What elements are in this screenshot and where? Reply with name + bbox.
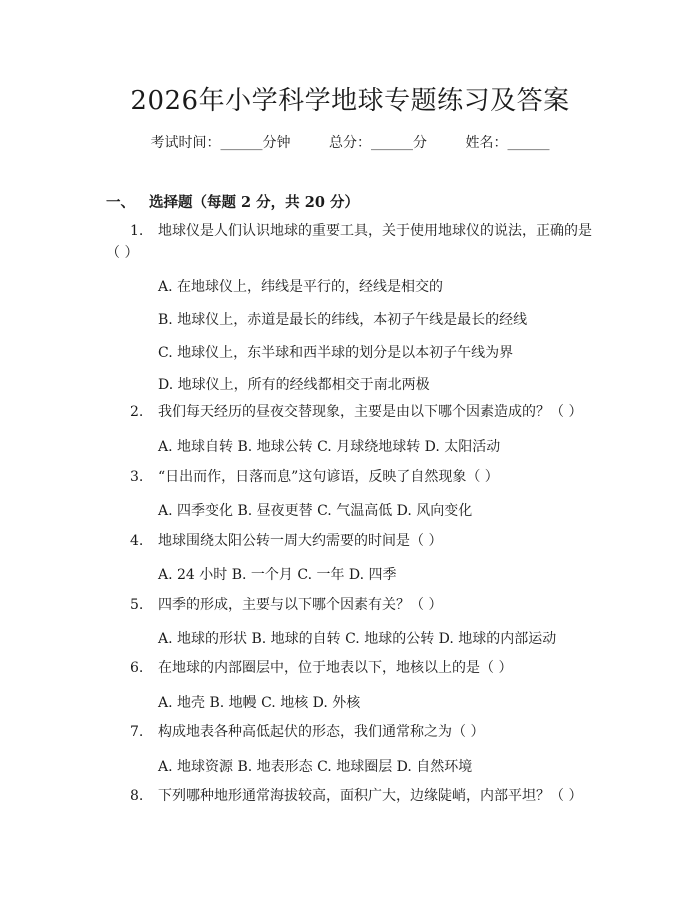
option-b: B. 地球仪上，赤道是最长的纬线，本初子午线是最长的经线: [158, 312, 528, 328]
option-d: D. 地球仪上，所有的经线都相交于南北两极: [158, 377, 430, 393]
question-2: [130, 401, 582, 423]
exam-time: 考试时间：______分钟: [150, 135, 291, 151]
question-5: [130, 594, 442, 616]
question-8: [130, 785, 582, 807]
options-line: A. 四季变化 B. 昼夜更替 C. 气温高低 D. 风向变化: [158, 503, 473, 519]
question-number: 2.: [130, 404, 144, 420]
question-text: 在地球的内部圈层中，位于地表以下，地核以上的是（ ）: [158, 660, 513, 676]
option-a: A. 在地球仪上，纬线是平行的，经线是相交的: [158, 279, 444, 295]
question-3: [130, 466, 499, 488]
question-number: 4.: [130, 533, 144, 549]
option-c: C. 地球仪上，东半球和西半球的划分是以本初子午线为界: [158, 345, 514, 361]
question-text: 我们每天经历的昼夜交替现象，主要是由以下哪个因素造成的？（ ）: [158, 404, 583, 420]
options-line: A. 地球的形状 B. 地球的自转 C. 地球的公转 D. 地球的内部运动: [158, 631, 557, 647]
question-number: 5.: [130, 597, 144, 613]
question-text: 地球围绕太阳公转一周大约需要的时间是（ ）: [158, 533, 443, 549]
question-7: [130, 721, 484, 743]
section-number: 一、: [106, 194, 135, 211]
question-4: [130, 530, 442, 552]
question-text: 四季的形成，主要与以下哪个因素有关？（ ）: [158, 597, 443, 613]
question-text: 构成地表各种高低起伏的形态，我们通常称之为（ ）: [158, 724, 485, 740]
page-title: 2026年小学科学地球专题练习及答案: [130, 86, 570, 116]
question-number: 8.: [130, 788, 144, 804]
question-text: “日出而作，日落而息”这句谚语，反映了自然现象（ ）: [158, 469, 499, 485]
section-heading: [106, 191, 359, 212]
options-line: A. 地球资源 B. 地表形态 C. 地球圈层 D. 自然环境: [158, 759, 473, 775]
question-number: 3.: [130, 469, 144, 485]
total-score: 总分：______分: [329, 135, 427, 151]
question-6: [130, 657, 512, 679]
options-line: A. 24 小时 B. 一个月 C. 一年 D. 四季: [158, 567, 397, 583]
question-text-continued: （ ）: [106, 245, 139, 261]
question-1: [106, 220, 606, 264]
question-number: 6.: [130, 660, 144, 676]
student-name: 姓名：______: [465, 135, 550, 151]
question-number: 7.: [130, 724, 144, 740]
question-number: 1.: [130, 223, 144, 239]
section-label: 选择题（每题 2 分，共 20 分）: [149, 194, 359, 211]
exam-meta: [0, 132, 700, 152]
question-text: 地球仪是人们认识地球的重要工具，关于使用地球仪的说法，正确的是: [158, 223, 592, 239]
question-text: 下列哪种地形通常海拔较高，面积广大，边缘陡峭，内部平坦？（ ）: [158, 788, 583, 804]
options-line: A. 地壳 B. 地幔 C. 地核 D. 外核: [158, 695, 361, 711]
options-line: A. 地球自转 B. 地球公转 C. 月球绕地球转 D. 太阳活动: [158, 439, 501, 455]
